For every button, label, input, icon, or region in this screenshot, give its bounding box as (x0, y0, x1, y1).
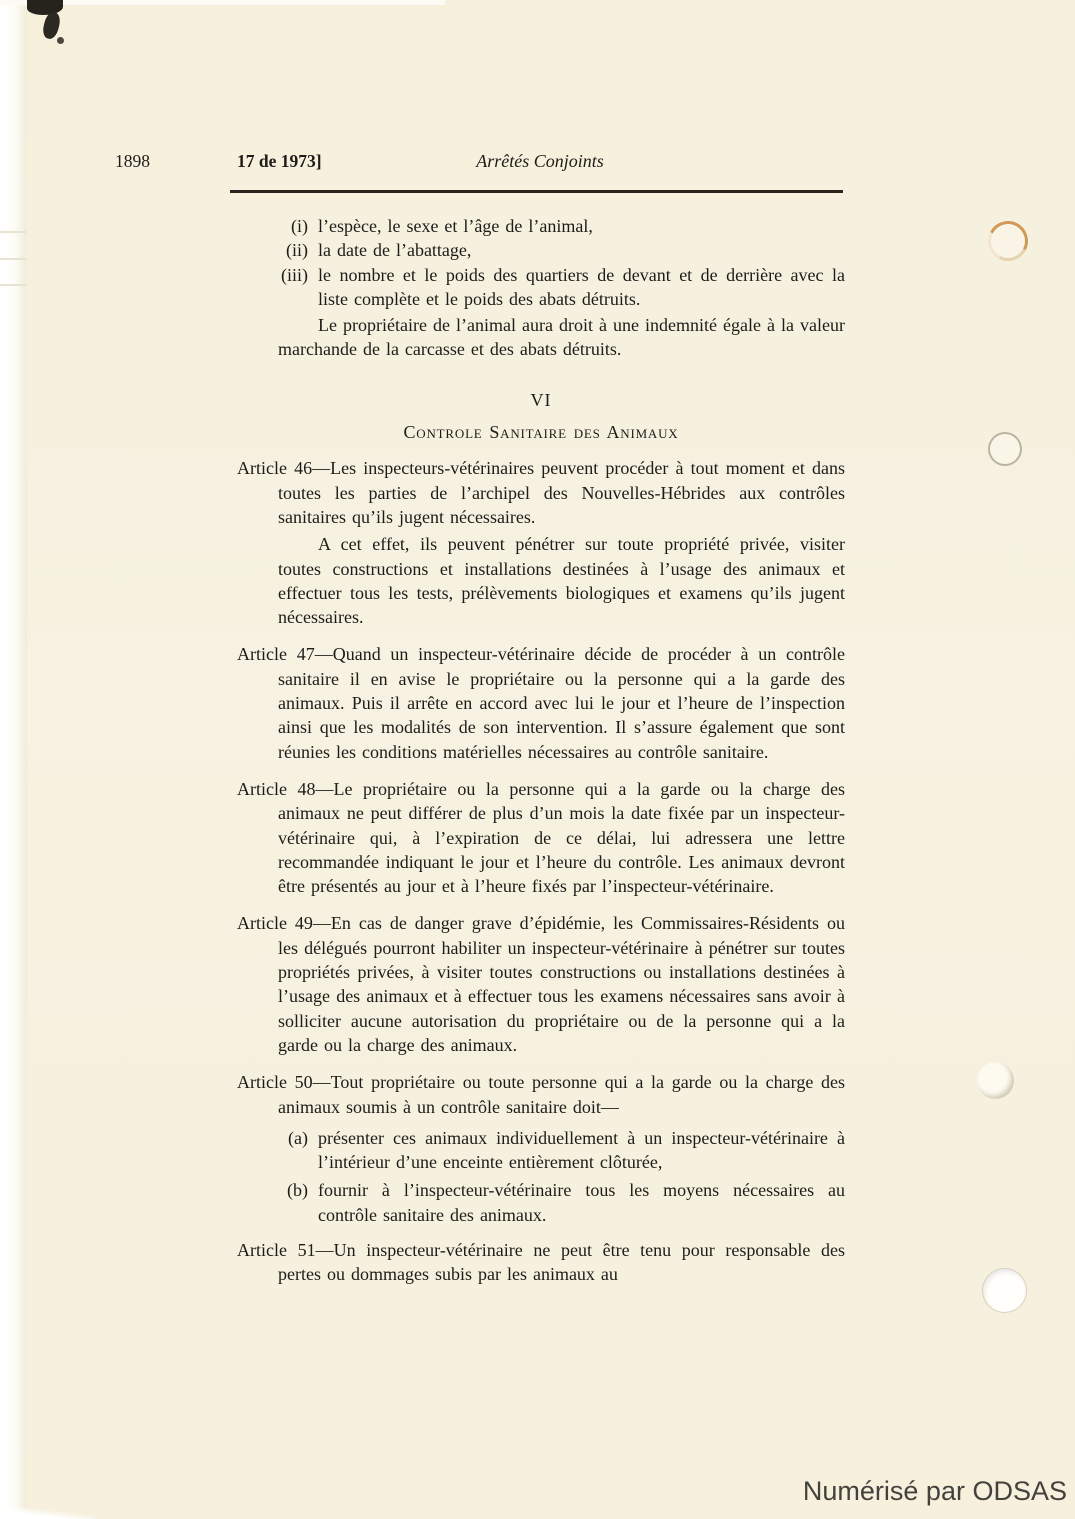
page-content (237, 214, 845, 1287)
list-marker: (a) (288, 1127, 308, 1148)
page-number: 1898 (115, 151, 150, 171)
list-marker: (b) (287, 1180, 308, 1201)
list-text: l’espèce, le sexe et l’âge de l’animal, (318, 216, 593, 236)
punch-hole (983, 216, 1033, 266)
list-marker: (ii) (286, 240, 308, 261)
list-text: présenter ces animaux individuellement à un inspecteur-vétérinaire à l’intérieur d’une enceinte entièrement clôturée, (318, 1127, 845, 1173)
article-50-item (237, 1126, 845, 1175)
article-47-paragraph: Article 47—Quand un inspecteur-vétérinaire décide de procéder à un contrôle sanitaire il en avise le propriétaire ou la personne qui a la garde des animaux. Puis il arrête en accord avec lui le jour et l’heure de l’inspection ainsi que les modalités de son intervention. Il s’assure également que sont réunies les conditions matérielles nécessaires au contrôle sanitaire. (237, 644, 845, 762)
header-title: Arrêtés Conjoints (476, 151, 604, 171)
scan-top-edge (0, 0, 445, 5)
punch-hole (977, 1062, 1014, 1099)
list-marker: (iii) (281, 264, 308, 285)
scan-smudge (41, 11, 62, 41)
scan-left-edge (0, 0, 27, 1519)
scan-smudge (57, 37, 64, 44)
article-51-paragraph: Article 51—Un inspecteur-vétérinaire ne peut être tenu pour responsable des pertes ou dommages subis par les animaux au (237, 1239, 845, 1285)
article-48-paragraph: Article 48—Le propriétaire ou la personne qui a la garde ou la charge des animaux ne peut différer de plus d’un mois la date fixée par un inspecteur-vétérinaire qui, à l’expiration de ce délai, lui adressera une lettre recommandée indiquant le jour et l’heure du contrôle. Les animaux devront être présentés au jour et à l’heure fixés par l’inspecteur-vétérinaire. (237, 778, 845, 897)
paragraph-indemnity: Le propriétaire de l’animal aura droit à une indemnité égale à la valeur marchande de la carcasse et des abats détruits. (278, 315, 845, 360)
header-reference: 17 de 1973] (237, 151, 322, 171)
watermark: Numérisé par ODSAS (802, 1476, 1067, 1506)
list-text: fournir à l’inspecteur-vétérinaire tous les moyens nécessaires au contrôle sanitaire des animaux. (318, 1180, 845, 1225)
punch-hole (983, 1269, 1026, 1312)
article-49-paragraph: Article 49—En cas de danger grave d’épidémie, les Commissaires-Résidents ou les délégués pourront habiliter un inspecteur-vétérinaire à pénétrer sur toutes propriétés privées, à visiter toutes constructions ou installations destinées à l’usage des animaux et à effectuer tous les examens nécessaires sans avoir à solliciter aucune autorisation du propriétaire ou de la personne qui a la garde ou la charge des animaux. (237, 913, 845, 1055)
list-text: la date de l’abattage, (318, 240, 472, 261)
article-50-intro: Article 50—Tout propriétaire ou toute personne qui a la garde ou la charge des animaux soumis à un contrôle sanitaire doit— (237, 1072, 845, 1117)
list-item (237, 263, 845, 312)
article-46-paragraph: A cet effet, ils peuvent pénétrer sur toute propriété privée, visiter toutes constructions et installations destinées à l’usage des animaux et effectuer tous les tests, prélèvements biologiques et examens qu’ils jugent nécessaires. (278, 534, 845, 628)
paper-stack-line (0, 231, 26, 233)
scan-bottom-edge (0, 1507, 95, 1519)
list-text: le nombre et le poids des quartiers de devant et de derrière avec la liste complète et le poids des abats détruits. (318, 264, 845, 309)
article-46-paragraph: Article 46—Les inspecteurs-vétérinaires peuvent procéder à tout moment et dans toutes les parties de l’archipel des Nouvelles-Hébrides aux contrôles sanitaires qu’ils jugent nécessaires. (237, 458, 845, 527)
list-item (237, 214, 845, 238)
list-marker: (i) (291, 216, 308, 236)
paper-stack-line (0, 284, 26, 286)
page-header (115, 151, 845, 179)
paper-stack-line (0, 258, 26, 260)
header-rule (230, 190, 843, 193)
section-title: Controle Sanitaire des Animaux (403, 422, 679, 443)
list-item (237, 238, 845, 262)
punch-hole (988, 432, 1022, 466)
section-number: VI (530, 389, 552, 410)
article-50-item (237, 1178, 845, 1227)
